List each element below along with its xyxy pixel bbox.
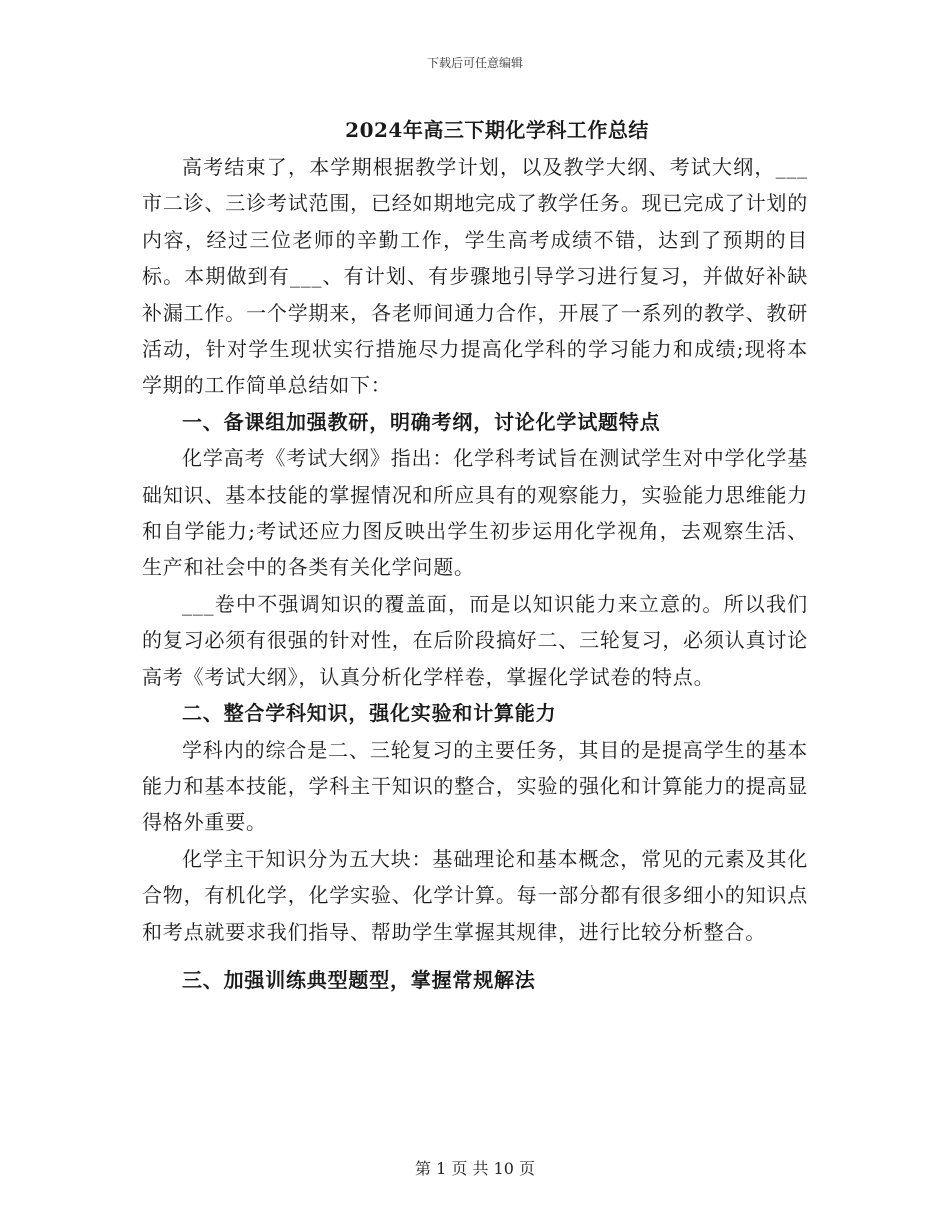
section-heading-1: 一、备课组加强教研，明确考纲，讨论化学试题特点 xyxy=(182,409,661,434)
section-2-paragraph-1: 学科内的综合是二、三轮复习的主要任务，其目的是提高学生的基本能力和基本技能，学科主干知识的整合，实验的强化和计算能力的提高显得格外重要。 xyxy=(142,737,808,835)
page-footer: 第 1 页 共 10 页 xyxy=(415,1159,535,1178)
section-1-paragraph-1: 化学高考《考试大纲》指出：化学科考试旨在测试学生对中学化学基础知识、基本技能的掌握情况和所应具有的观察能力，实验能力思维能力和自学能力;考试还应力图反映出学生初步运用化学视角，去观察生活、生产和社会中的各类有关化学问题。 xyxy=(142,446,808,580)
document-body xyxy=(142,149,808,998)
intro-paragraph: 高考结束了，本学期根据教学计划，以及教学大纲、考试大纲，___市二诊、三诊考试范围，已经如期地完成了教学任务。现已完成了计划的内容，经过三位老师的辛勤工作，学生高考成绩不错，达到了预期的目标。本期做到有___、有计划、有步骤地引导学习进行复习，并做好补缺补漏工作。一个学期来，各老师间通力合作，开展了一系列的教学、教研活动，针对学生现状实行措施尽力提高化学科的学习能力和成绩;现将本学期的工作简单总结如下： xyxy=(142,155,808,398)
section-heading-2: 二、整合学科知识，强化实验和计算能力 xyxy=(182,701,557,726)
header-note: 下载后可任意编辑 xyxy=(426,56,523,70)
document-title: 2024年高三下期化学科工作总结 xyxy=(345,118,649,142)
section-heading-3: 三、加强训练典型题型，掌握常规解法 xyxy=(182,967,536,992)
section-2-paragraph-2: 化学主干知识分为五大块：基础理论和基本概念，常见的元素及其化合物，有机化学，化学实验、化学计算。每一部分都有很多细小的知识点和考点就要求我们指导、帮助学生掌握其规律，进行比较分析整合。 xyxy=(142,846,808,944)
section-1-paragraph-2: ___卷中不强调知识的覆盖面，而是以知识能力来立意的。所以我们的复习必须有很强的针对性，在后阶段搞好二、三轮复习，必须认真讨论高考《考试大纲》，认真分析化学样卷，掌握化学试卷的特点。 xyxy=(142,591,808,689)
